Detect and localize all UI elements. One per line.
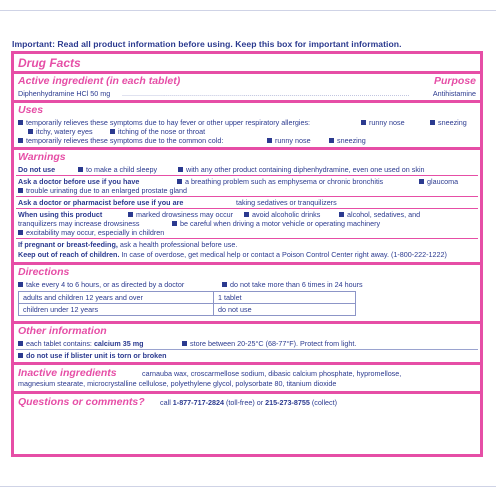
purpose-value: Antihistamine (432, 89, 476, 98)
directions-item-2: do not take more than 6 times in 24 hours (222, 280, 363, 289)
drug-facts-title: Drug Facts (18, 56, 81, 70)
ask-doctor-label: Ask a doctor before use if you have (18, 177, 140, 186)
table-row (19, 292, 356, 304)
other-divider (16, 349, 478, 350)
warnings-divider-3 (16, 208, 478, 209)
warnings-divider-4 (16, 238, 478, 239)
bullet-icon (18, 188, 23, 193)
table-cell-dose: do not use (214, 304, 356, 316)
questions-heading: Questions or comments? (18, 396, 145, 408)
inactive-rule (14, 391, 480, 394)
bullet-icon (18, 138, 23, 143)
bullet-icon (177, 179, 182, 184)
uses-itching: itching of the nose or throat (110, 127, 205, 136)
ask-doctor-item-1: a breathing problem such as emphysema or chronic bronchitis (177, 177, 383, 186)
bullet-icon (110, 129, 115, 134)
bullet-icon (244, 212, 249, 217)
bullet-icon (18, 341, 23, 346)
dnu-item-2: with any other product containing diphenhydramine, even one used on skin (178, 165, 425, 174)
drug-facts-panel (11, 51, 483, 457)
table-cell-who: children under 12 years (19, 304, 214, 316)
top-divider (0, 10, 496, 11)
bullet-icon (172, 221, 177, 226)
keep-out-warning: Keep out of reach of children. In case of overdose, get medical help or contact a Poison Control Center right away. (1-800-222-1222) (18, 250, 447, 259)
bullet-icon (18, 282, 23, 287)
active-rule (14, 100, 480, 103)
bullet-icon (78, 167, 83, 172)
bullet-icon (339, 212, 344, 217)
when-using-item-3: alcohol, sedatives, and (339, 210, 420, 219)
table-cell-dose: 1 tablet (214, 292, 356, 304)
questions-contact: call 1-877-717-2824 (toll-free) or 215-273-8755 (collect) (160, 398, 338, 407)
bullet-icon (419, 179, 424, 184)
uses-line-3: temporarily relieves these symptoms due to the common cold: (18, 136, 223, 145)
bullet-icon (329, 138, 334, 143)
bullet-icon (267, 138, 272, 143)
bullet-icon (18, 353, 23, 358)
dnu-item-1: to make a child sleepy (78, 165, 157, 174)
inactive-line-2: magnesium stearate, microcrystalline cellulose, polyethylene glycol, polysorbate 80, titanium dioxide (18, 379, 337, 388)
uses-line-1: temporarily relieves these symptoms due to hay fever or other upper respiratory allergies: (18, 118, 310, 127)
uses-runny-nose: runny nose (361, 118, 405, 127)
do-not-use-label: Do not use (18, 165, 56, 174)
active-ingredient-heading: Active ingredient (in each tablet) (18, 75, 181, 87)
table-cell-who: adults and children 12 years and over (19, 292, 214, 304)
uses-sneezing: sneezing (430, 118, 467, 127)
bullet-icon (178, 167, 183, 172)
bullet-icon (28, 129, 33, 134)
warnings-divider-1 (16, 175, 478, 176)
directions-rule (14, 321, 480, 324)
warnings-rule (14, 262, 480, 265)
bullet-icon (18, 230, 23, 235)
important-notice: Important: Read all product information before using. Keep this box for important information. (12, 39, 402, 49)
dosage-table (18, 291, 356, 316)
directions-item-1: take every 4 to 6 hours, or as directed by a doctor (18, 280, 184, 289)
table-row (19, 304, 356, 316)
inactive-heading: Inactive ingredients (18, 367, 117, 379)
leader-dots: ................................................................................................................................................ (122, 89, 410, 98)
other-info-heading: Other information (18, 325, 107, 337)
ask-pharmacist-label: Ask a doctor or pharmacist before use if you are (18, 198, 184, 207)
ask-pharmacist-item: taking sedatives or tranquilizers (236, 198, 337, 207)
bullet-icon (222, 282, 227, 287)
uses-runny-nose-2: runny nose (267, 136, 311, 145)
other-item-1: each tablet contains: calcium 35 mg (18, 339, 143, 348)
bullet-icon (18, 120, 23, 125)
bullet-icon (361, 120, 366, 125)
pregnancy-warning: If pregnant or breast-feeding, ask a health professional before use. (18, 240, 238, 249)
uses-itchy-eyes: itchy, watery eyes (28, 127, 93, 136)
bullet-icon (430, 120, 435, 125)
bullet-icon (128, 212, 133, 217)
when-using-item-2: avoid alcoholic drinks (244, 210, 320, 219)
active-ingredient: Diphenhydramine HCl 50 mg (18, 89, 111, 98)
uses-rule (14, 147, 480, 150)
other-item-2: store between 20-25°C (68-77°F). Protect from light. (182, 339, 356, 348)
when-using-label: When using this product (18, 210, 103, 219)
title-rule (14, 71, 480, 74)
when-using-item-5: be careful when driving a motor vehicle or operating machinery (172, 219, 380, 228)
uses-heading: Uses (18, 104, 44, 116)
inactive-line-1: carnauba wax, croscarmellose sodium, dibasic calcium phosphate, hypromellose, (142, 369, 402, 378)
other-item-3: do not use if blister unit is torn or broken (18, 351, 167, 360)
other-rule (14, 362, 480, 365)
warnings-divider-2 (16, 196, 478, 197)
when-using-item-4: tranquilizers may increase drowsiness (18, 219, 140, 228)
when-using-item-6: excitability may occur, especially in children (18, 228, 164, 237)
warnings-heading: Warnings (18, 151, 66, 163)
uses-sneezing-2: sneezing (329, 136, 366, 145)
bottom-divider (0, 486, 496, 487)
directions-heading: Directions (18, 266, 70, 278)
ask-doctor-item-2: glaucoma (419, 177, 458, 186)
when-using-item-1: marked drowsiness may occur (128, 210, 233, 219)
ask-doctor-item-3: trouble urinating due to an enlarged prostate gland (18, 186, 187, 195)
bullet-icon (182, 341, 187, 346)
purpose-heading: Purpose (433, 75, 476, 87)
